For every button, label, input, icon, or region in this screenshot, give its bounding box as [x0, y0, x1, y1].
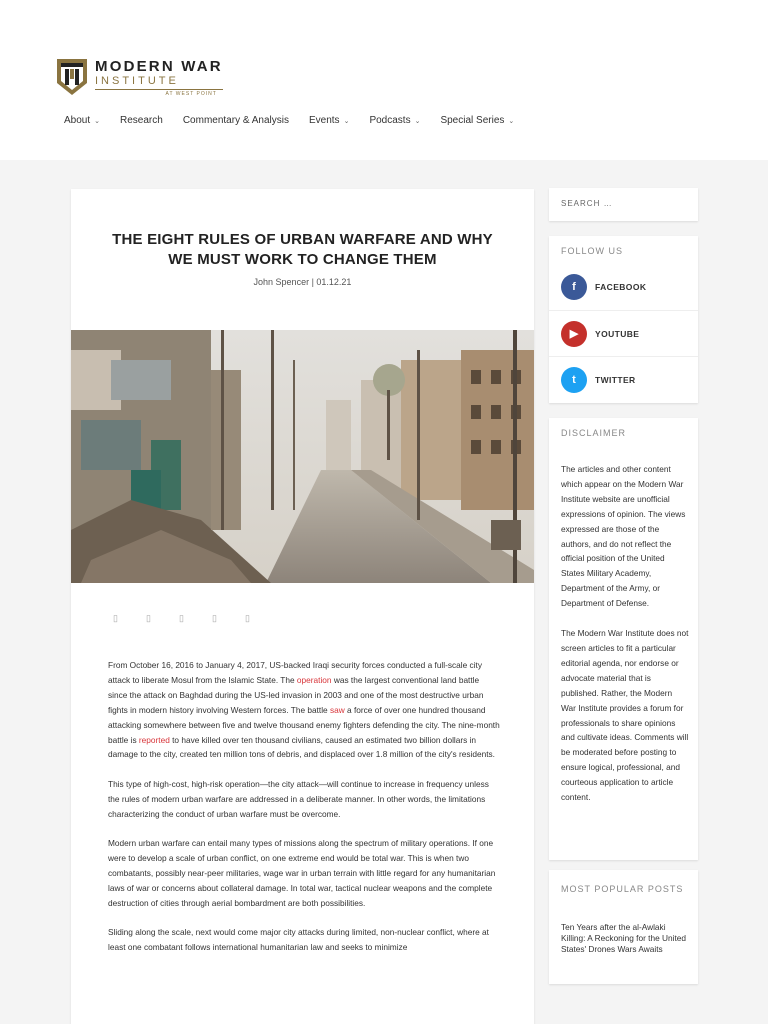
print-icon[interactable]: ▯ — [245, 613, 250, 623]
site-header — [0, 0, 768, 160]
paragraph-1 — [108, 658, 500, 762]
social-label: FACEBOOK — [595, 282, 647, 292]
facebook-icon: f — [561, 274, 587, 300]
email-icon[interactable]: ▯ — [212, 613, 217, 623]
article-card — [71, 189, 534, 1024]
logo-line-2: INSTITUTE — [95, 75, 179, 87]
search-input[interactable]: SEARCH … — [561, 199, 613, 208]
nav-item-special-series[interactable] — [440, 115, 514, 126]
p1-text-2: was the largest conventional land battle since the attack on Baghdad during the US-led invasion in 2003 and one of the most destructive urban fights in modern history involving Western forces. The battle — [108, 674, 484, 715]
operation-link[interactable]: operation — [296, 674, 332, 685]
youtube-icon: ▶ — [561, 321, 587, 347]
saw-link[interactable]: saw — [329, 704, 345, 715]
paragraph-4: Sliding along the scale, next would come major city attacks during limited, non-nuclear conflict, where at least one combatant follows international humanitarian law and seeks to minimize — [108, 927, 489, 952]
nav-item-label: Podcasts — [369, 115, 411, 126]
paragraph-2: This type of high-cost, high-risk operation—the city attack—will continue to increase in frequency unless the rules of modern urban warfare are addressed in a deliberate manner. In other words, the limitations characterizing the conduct of urban warfare must be overcome. — [108, 778, 489, 819]
p1-text-4: to have killed over ten thousand civilians, caused an estimated two billion dollars in damage to the city, created ten million tons of debris, and displaced over 1.8 million of the city's residents. — [108, 734, 495, 760]
nav-item-events[interactable] — [309, 115, 349, 126]
nav-item-label: Special Series — [440, 115, 505, 126]
nav-item-label: About — [64, 115, 91, 126]
article-title: THE EIGHT RULES OF URBAN WARFARE AND WHY WE MUST WORK TO CHANGE THEM — [112, 231, 493, 268]
p1-text-1: From October 16, 2016 to January 4, 2017, US-backed Iraqi security forces conducted a full-scale city attack to liberate Mosul from the Islamic State. The — [108, 660, 483, 685]
main-nav — [64, 115, 534, 126]
facebook-icon[interactable]: ▯ — [113, 613, 118, 623]
disclaimer-text — [561, 462, 689, 820]
logo-line-3: AT WEST POINT — [165, 91, 217, 97]
twitter-icon[interactable]: ▯ — [146, 613, 151, 623]
linkedin-icon[interactable]: ▯ — [179, 613, 184, 623]
search-widget[interactable] — [549, 188, 698, 221]
popular-widget — [549, 870, 698, 984]
hero-image — [71, 330, 534, 583]
nav-item-research[interactable] — [120, 115, 163, 126]
reported-link[interactable]: reported — [138, 734, 170, 745]
nav-item-label: Research — [120, 115, 163, 126]
disclaimer-paragraph-1: The articles and other content which appear on the Modern War Institute website are unofficial expressions of opinion. The views expressed are those of the authors, and do not reflect the official position of the United States Military Academy, Department of the Army, or Department of Defense. — [561, 464, 686, 609]
disclaimer-widget — [549, 418, 698, 860]
chevron-down-icon: ⌄ — [508, 117, 515, 125]
social-link-youtube[interactable] — [549, 310, 698, 356]
social-label: TWITTER — [595, 374, 636, 385]
article-meta: John Spencer | 01.12.21 — [253, 277, 352, 287]
follow-title: FOLLOW US — [561, 246, 624, 256]
chevron-down-icon: ⌄ — [343, 117, 350, 125]
nav-item-label: Events — [308, 115, 340, 126]
share-bar — [113, 613, 278, 624]
nav-item-podcasts[interactable] — [369, 115, 420, 126]
social-link-facebook[interactable] — [549, 264, 698, 310]
twitter-icon: t — [561, 367, 587, 393]
site-logo[interactable] — [56, 58, 223, 97]
disclaimer-title: DISCLAIMER — [561, 428, 627, 438]
social-link-twitter[interactable] — [549, 356, 698, 402]
paragraph-3: Modern urban warfare can entail many types of missions along the spectrum of military operations. If one were to develop a scale of urban conflict, on one extreme end would be total war. This is when two combatants, possibly near-peer militaries, wage war in urban terrain with little regard for any humanitarian laws of war or concerns about collateral damage. In total war, tactical nuclear weapons and the complete destruction of cities through aerial bombardment are both possibilities. — [108, 838, 496, 908]
ruined-street-photo — [71, 330, 534, 583]
nav-item-label: Commentary & Analysis — [182, 115, 289, 126]
p1-text-3: a force of over one hundred thousand attacking somewhere between five and twelve thousand enemy fighters defending the city. The nine-month battle is — [108, 704, 500, 745]
follow-widget — [549, 236, 698, 403]
disclaimer-paragraph-2: The Modern War Institute does not screen articles to fit a particular editorial agenda, nor endorse or advocate material that is published. Rather, the Modern War Institute provides a forum for professionals to share opinions and cultivate ideas. Comments will be moderated before posting to ensure logical, professional, and courteous application to article content. — [561, 628, 689, 803]
logo-wordmark — [95, 58, 223, 97]
social-label: YOUTUBE — [595, 328, 640, 339]
popular-post-link[interactable]: Ten Years after the al-Awlaki Killing: A Reckoning for the United States' Drones Wars Awaits — [561, 922, 686, 954]
nav-item-commentary-analysis[interactable] — [183, 115, 289, 126]
logo-divider — [95, 89, 223, 90]
chevron-down-icon: ⌄ — [414, 117, 421, 125]
logo-line-1: MODERN WAR — [95, 58, 223, 75]
logo-shield-icon — [56, 58, 88, 96]
nav-item-about[interactable] — [64, 115, 100, 126]
popular-title: MOST POPULAR POSTS — [561, 884, 684, 894]
chevron-down-icon: ⌄ — [94, 117, 101, 125]
article-body — [108, 658, 500, 969]
